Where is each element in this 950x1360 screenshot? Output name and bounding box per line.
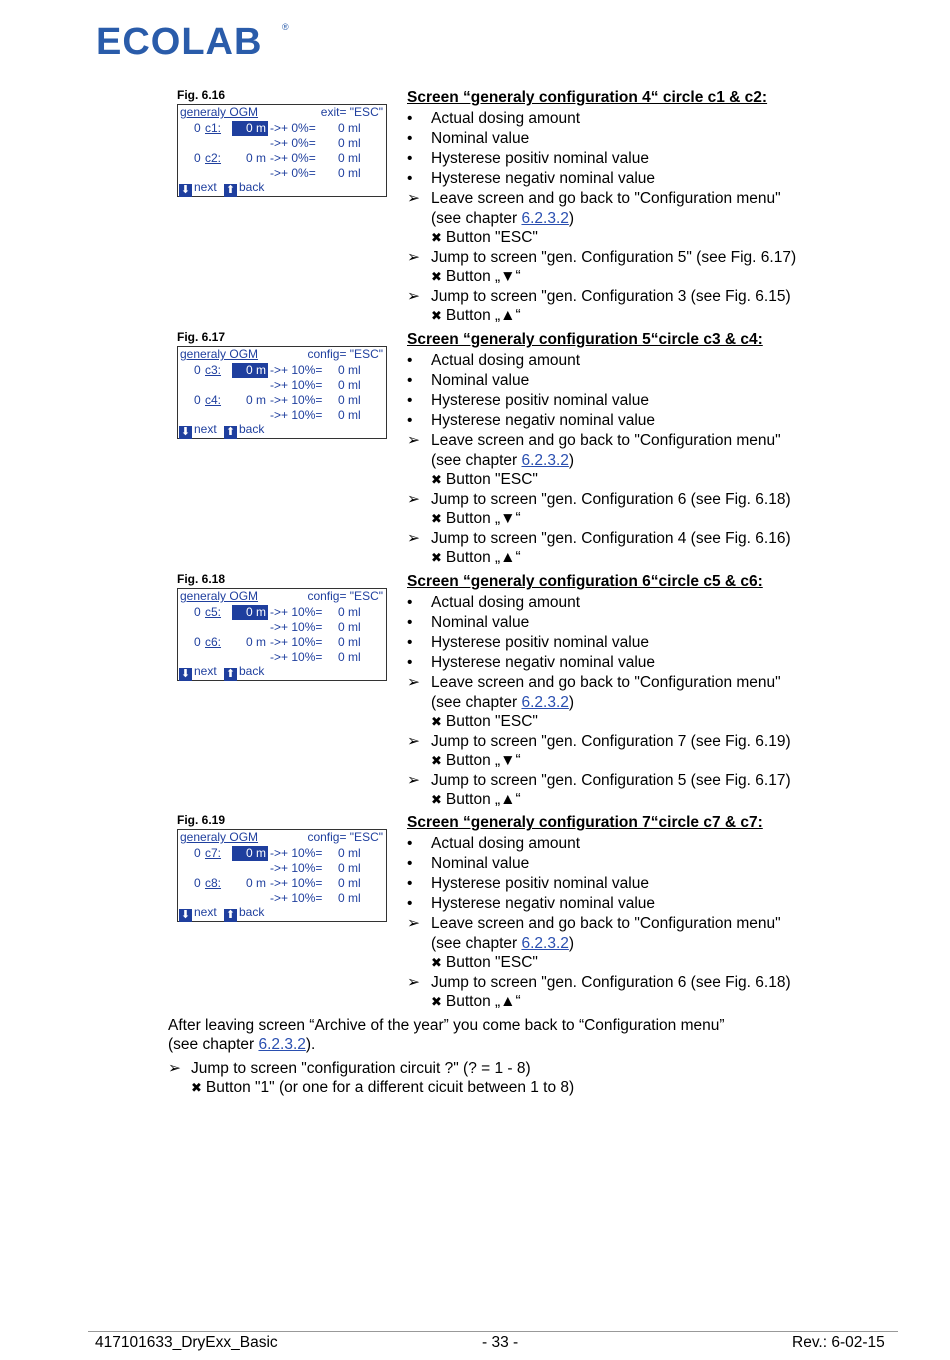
lcd-screen	[177, 104, 387, 197]
bullet-text: Hysterese negativ nominal value	[431, 170, 656, 188]
bullet-item	[407, 854, 529, 874]
esc-button-line	[431, 953, 538, 973]
lcd-header-exit: config= "ESC"	[307, 830, 383, 844]
bullet-dot-icon: •	[407, 391, 413, 409]
leave-item	[407, 914, 781, 934]
lcd-back-button[interactable]	[224, 664, 264, 681]
lcd-next-button[interactable]	[179, 422, 217, 439]
bullet-item	[407, 593, 580, 613]
bullet-dot-icon: •	[407, 351, 413, 369]
lcd-header-exit: exit= "ESC"	[320, 105, 383, 119]
esc-button-line	[431, 228, 538, 248]
bullet-dot-icon: •	[407, 834, 413, 852]
lcd-circle-label: c4:	[205, 393, 222, 407]
tool-icon: ✖	[431, 994, 442, 1010]
lcd-next-label: next	[194, 422, 217, 436]
bullet-item	[407, 613, 529, 633]
lcd-back-button[interactable]	[224, 180, 264, 197]
lcd-header-title: generaly OGM	[180, 105, 259, 119]
jump-item	[407, 973, 791, 993]
lcd-next-button[interactable]	[179, 905, 217, 922]
lcd-back-label: back	[239, 905, 265, 919]
arrow-bullet-icon: ➢	[407, 190, 420, 208]
esc-button-text: Button "ESC"	[445, 229, 538, 247]
leave-text: Leave screen and go back to "Configuration menu"	[431, 432, 781, 450]
button-line	[431, 751, 521, 771]
section-title: Screen “generaly configuration 4“ circle c1 & c2:	[407, 89, 768, 106]
lcd-next-label: next	[194, 664, 217, 678]
bullet-dot-icon: •	[407, 854, 413, 872]
bullet-text: Hysterese negativ nominal value	[431, 412, 656, 430]
lcd-circle-label: c5:	[205, 605, 222, 619]
lcd-counter: 0	[194, 121, 201, 135]
lcd-circle-label: c3:	[205, 363, 222, 377]
leave-item	[407, 431, 781, 451]
lcd-header-title: generaly OGM	[180, 589, 259, 603]
arrow-bullet-icon: ➢	[407, 248, 420, 266]
jump-item	[407, 771, 791, 791]
lcd-percent: ->+ 10%=	[270, 876, 323, 890]
arrow-bullet-icon: ➢	[407, 490, 420, 508]
lcd-back-label: back	[239, 664, 265, 678]
figure-caption: Fig. 6.17	[177, 330, 226, 344]
lcd-ml-value: 0 ml	[338, 846, 361, 860]
lcd-counter: 0	[194, 635, 201, 649]
bullet-dot-icon: •	[407, 633, 413, 651]
bullet-text: Nominal value	[431, 854, 530, 872]
arrow-bullet-icon: ➢	[407, 529, 420, 547]
see-chapter	[431, 451, 574, 471]
bullet-dot-icon: •	[407, 170, 413, 188]
lcd-circle-label: c6:	[205, 635, 222, 649]
logo-text: ECOLAB	[96, 21, 263, 63]
after-button	[191, 1078, 574, 1098]
bullet-item	[407, 834, 580, 854]
lcd-ml-value: 0 ml	[338, 136, 361, 150]
button-text: Button „▼“	[445, 510, 521, 528]
see-chapter	[431, 693, 574, 713]
button-line	[431, 548, 521, 568]
bullet-dot-icon: •	[407, 371, 413, 389]
bullet-item	[407, 351, 580, 371]
arrow-up-icon: ⬆	[225, 184, 236, 196]
leave-item	[407, 673, 781, 693]
bullet-dot-icon: •	[407, 874, 413, 892]
chapter-link[interactable]: 6.2.3.2	[521, 209, 569, 227]
lcd-ml-value: 0 ml	[338, 650, 361, 664]
bullet-item	[407, 391, 649, 411]
button-line	[431, 306, 521, 326]
after-jump	[168, 1059, 531, 1079]
lcd-back-label: back	[239, 422, 265, 436]
leave-text: Leave screen and go back to "Configuration menu"	[431, 674, 781, 692]
jump-text: Jump to screen "gen. Configuration 5 (see Fig. 6.17)	[431, 771, 791, 789]
chapter-link[interactable]: 6.2.3.2	[521, 693, 569, 711]
leave-item	[407, 189, 781, 209]
lcd-header-title: generaly OGM	[180, 347, 259, 361]
footer-doc-id: 417101633_DryExx_Basic	[95, 1334, 278, 1351]
jump-text: Jump to screen "gen. Configuration 3 (see Fig. 6.15)	[431, 287, 791, 305]
jump-text: Jump to screen "gen. Configuration 6 (see Fig. 6.18)	[431, 490, 791, 508]
arrow-down-icon: ⬇	[180, 909, 191, 921]
lcd-ml-value: 0 ml	[338, 393, 361, 407]
chapter-link[interactable]: 6.2.3.2	[258, 1036, 306, 1053]
see-chapter-suffix: )	[568, 209, 575, 227]
bullet-dot-icon: •	[407, 149, 413, 167]
esc-button-line	[431, 470, 538, 490]
arrow-bullet-icon: ➢	[407, 732, 420, 750]
lcd-counter: 0	[194, 605, 201, 619]
jump-text: Jump to screen "gen. Configuration 4 (see Fig. 6.16)	[431, 529, 791, 547]
lcd-header-exit: config= "ESC"	[307, 589, 383, 603]
bullet-text: Nominal value	[431, 129, 530, 147]
after-text	[168, 1016, 725, 1036]
lcd-selected-value[interactable]: 0 m	[232, 363, 268, 378]
bullet-item	[407, 109, 580, 129]
tool-icon: ✖	[431, 955, 442, 971]
figure-caption: Fig. 6.19	[177, 813, 226, 827]
bullet-item	[407, 411, 655, 431]
tool-icon: ✖	[431, 511, 442, 527]
tool-icon: ✖	[431, 269, 442, 285]
bullet-item	[407, 633, 649, 653]
bullet-dot-icon: •	[407, 109, 413, 127]
esc-button-text: Button "ESC"	[445, 471, 538, 489]
see-chapter-suffix: )	[568, 693, 575, 711]
lcd-value: 0 m	[245, 151, 266, 165]
see-chapter-suffix: )	[568, 934, 575, 952]
jump-item	[407, 287, 791, 307]
section-title: Screen “generaly configuration 5“circle c3 & c4:	[407, 331, 763, 348]
jump-text: Jump to screen "gen. Configuration 7 (see Fig. 6.19)	[431, 732, 791, 750]
chapter-link[interactable]: 6.2.3.2	[521, 451, 569, 469]
bullet-dot-icon: •	[407, 129, 413, 147]
chapter-link[interactable]: 6.2.3.2	[521, 934, 569, 952]
lcd-counter: 0	[194, 846, 201, 860]
bullet-text: Hysterese positiv nominal value	[431, 633, 649, 651]
bullet-dot-icon: •	[407, 613, 413, 631]
after-jump-text: Jump to screen "configuration circuit ?" (? = 1 - 8)	[191, 1060, 531, 1077]
bullet-text: Hysterese positiv nominal value	[431, 874, 649, 892]
lcd-next-button[interactable]	[179, 180, 217, 197]
bullet-item	[407, 653, 655, 673]
arrow-up-icon: ⬆	[225, 426, 236, 438]
arrow-bullet-icon: ➢	[407, 915, 420, 933]
lcd-value: 0 m	[245, 393, 266, 407]
lcd-ml-value: 0 ml	[338, 891, 361, 905]
button-text: Button „▲“	[445, 993, 521, 1011]
button-text: Button „▼“	[445, 752, 521, 770]
lcd-ml-value: 0 ml	[338, 876, 361, 890]
lcd-circle-label: c1:	[205, 121, 222, 135]
see-chapter	[431, 934, 574, 954]
bullet-text: Nominal value	[431, 371, 530, 389]
tool-icon: ✖	[431, 472, 442, 488]
lcd-back-label: back	[239, 180, 265, 194]
see-chapter-prefix: (see chapter	[431, 451, 522, 469]
leave-text: Leave screen and go back to "Configuration menu"	[431, 190, 781, 208]
lcd-circle-label: c8:	[205, 876, 222, 890]
arrow-bullet-icon: ➢	[407, 771, 420, 789]
arrow-down-icon: ⬇	[180, 426, 191, 438]
bullet-text: Hysterese positiv nominal value	[431, 149, 649, 167]
lcd-ml-value: 0 ml	[338, 408, 361, 422]
tool-icon: ✖	[431, 753, 442, 769]
button-text: Button „▲“	[445, 791, 521, 809]
lcd-ml-value: 0 ml	[338, 151, 361, 165]
lcd-percent: ->+ 0%=	[270, 166, 316, 180]
lcd-percent: ->+ 10%=	[270, 620, 323, 634]
jump-item	[407, 248, 796, 268]
bullet-item	[407, 371, 529, 391]
lcd-selected-value[interactable]: 0 m	[232, 121, 268, 136]
esc-button-text: Button "ESC"	[445, 713, 538, 731]
bullet-dot-icon: •	[407, 654, 413, 672]
button-line	[431, 267, 521, 287]
tool-icon: ✖	[431, 550, 442, 566]
button-text: Button „▲“	[445, 307, 521, 325]
bullet-text: Actual dosing amount	[431, 834, 581, 852]
bullet-text: Nominal value	[431, 613, 530, 631]
see-chapter-prefix: (see chapter	[431, 693, 522, 711]
jump-item	[407, 732, 791, 752]
lcd-header-exit: config= "ESC"	[307, 347, 383, 361]
lcd-selected-value[interactable]: 0 m	[232, 846, 268, 861]
lcd-counter: 0	[194, 151, 201, 165]
lcd-percent: ->+ 10%=	[270, 363, 323, 377]
lcd-ml-value: 0 ml	[338, 166, 361, 180]
lcd-value: 0 m	[245, 876, 266, 890]
esc-button-line	[431, 712, 538, 732]
footer-rule	[88, 1331, 898, 1332]
lcd-ml-value: 0 ml	[338, 620, 361, 634]
logo-registered-mark: ®	[282, 22, 289, 32]
tool-icon: ✖	[191, 1080, 202, 1095]
figure-caption: Fig. 6.18	[177, 572, 226, 586]
jump-text: Jump to screen "gen. Configuration 6 (see Fig. 6.18)	[431, 973, 791, 991]
lcd-ml-value: 0 ml	[338, 861, 361, 875]
lcd-screen	[177, 346, 387, 439]
tool-icon: ✖	[431, 230, 442, 246]
lcd-back-button[interactable]	[224, 905, 264, 922]
bullet-text: Hysterese positiv nominal value	[431, 391, 649, 409]
bullet-item	[407, 129, 529, 149]
bullet-text: Hysterese negativ nominal value	[431, 895, 656, 913]
see-chapter-prefix: (see chapter	[168, 1036, 259, 1053]
arrow-bullet-icon: ➢	[407, 973, 420, 991]
arrow-bullet-icon: ➢	[168, 1060, 181, 1077]
jump-text: Jump to screen "gen. Configuration 5" (see Fig. 6.17)	[431, 248, 797, 266]
bullet-dot-icon: •	[407, 412, 413, 430]
bullet-item	[407, 169, 655, 189]
lcd-ml-value: 0 ml	[338, 635, 361, 649]
lcd-selected-value[interactable]: 0 m	[232, 605, 268, 620]
lcd-percent: ->+ 0%=	[270, 151, 316, 165]
after-line1: After leaving screen “Archive of the year” you come back to “Configuration menu”	[168, 1017, 725, 1034]
see-chapter-suffix: ).	[305, 1036, 316, 1053]
arrow-down-icon: ⬇	[180, 668, 191, 680]
button-line	[431, 790, 521, 810]
lcd-percent: ->+ 10%=	[270, 408, 323, 422]
arrow-up-icon: ⬆	[225, 909, 236, 921]
lcd-counter: 0	[194, 363, 201, 377]
lcd-percent: ->+ 10%=	[270, 393, 323, 407]
jump-item	[407, 490, 791, 510]
lcd-back-button[interactable]	[224, 422, 264, 439]
lcd-screen	[177, 829, 387, 922]
bullet-text: Actual dosing amount	[431, 351, 581, 369]
arrow-down-icon: ⬇	[180, 184, 191, 196]
lcd-ml-value: 0 ml	[338, 363, 361, 377]
lcd-circle-label: c7:	[205, 846, 222, 860]
tool-icon: ✖	[431, 308, 442, 324]
bullet-item	[407, 874, 649, 894]
see-chapter-suffix: )	[568, 451, 575, 469]
lcd-percent: ->+ 10%=	[270, 861, 323, 875]
lcd-counter: 0	[194, 876, 201, 890]
section-title: Screen “generaly configuration 7“circle c7 & c7:	[407, 814, 763, 831]
tool-icon: ✖	[431, 792, 442, 808]
lcd-percent: ->+ 10%=	[270, 378, 323, 392]
lcd-percent: ->+ 10%=	[270, 605, 323, 619]
bullet-dot-icon: •	[407, 895, 413, 913]
lcd-ml-value: 0 ml	[338, 121, 361, 135]
after-see-chapter	[168, 1035, 315, 1055]
bullet-item	[407, 894, 655, 914]
button-line	[431, 992, 521, 1012]
footer-revision: Rev.: 6-02-15	[792, 1334, 885, 1351]
lcd-percent: ->+ 10%=	[270, 650, 323, 664]
see-chapter	[431, 209, 574, 229]
lcd-next-label: next	[194, 180, 217, 194]
see-chapter-prefix: (see chapter	[431, 209, 522, 227]
footer-page-number: - 33 -	[482, 1334, 519, 1351]
see-chapter-prefix: (see chapter	[431, 934, 522, 952]
bullet-text: Actual dosing amount	[431, 109, 581, 127]
lcd-percent: ->+ 10%=	[270, 846, 323, 860]
button-text: Button „▼“	[445, 268, 521, 286]
lcd-next-label: next	[194, 905, 217, 919]
arrow-bullet-icon: ➢	[407, 674, 420, 692]
button-line	[431, 509, 521, 529]
leave-text: Leave screen and go back to "Configuration menu"	[431, 915, 781, 933]
jump-item	[407, 529, 791, 549]
button-text: Button „▲“	[445, 549, 521, 567]
arrow-up-icon: ⬆	[225, 668, 236, 680]
section-title: Screen “generaly configuration 6“circle c5 & c6:	[407, 573, 763, 590]
bullet-text: Actual dosing amount	[431, 593, 581, 611]
tool-icon: ✖	[431, 714, 442, 730]
lcd-header-title: generaly OGM	[180, 830, 259, 844]
bullet-text: Hysterese negativ nominal value	[431, 654, 656, 672]
arrow-bullet-icon: ➢	[407, 432, 420, 450]
lcd-ml-value: 0 ml	[338, 378, 361, 392]
esc-button-text: Button "ESC"	[445, 954, 538, 972]
lcd-percent: ->+ 10%=	[270, 635, 323, 649]
lcd-circle-label: c2:	[205, 151, 222, 165]
figure-caption: Fig. 6.16	[177, 88, 226, 102]
lcd-percent: ->+ 0%=	[270, 121, 316, 135]
lcd-counter: 0	[194, 393, 201, 407]
arrow-bullet-icon: ➢	[407, 287, 420, 305]
lcd-percent: ->+ 10%=	[270, 891, 323, 905]
lcd-screen	[177, 588, 387, 681]
lcd-percent: ->+ 0%=	[270, 136, 316, 150]
lcd-ml-value: 0 ml	[338, 605, 361, 619]
lcd-value: 0 m	[245, 635, 266, 649]
bullet-item	[407, 149, 649, 169]
after-button-text: Button "1" (or one for a different cicuit between 1 to 8)	[205, 1079, 575, 1096]
lcd-next-button[interactable]	[179, 664, 217, 681]
bullet-dot-icon: •	[407, 593, 413, 611]
